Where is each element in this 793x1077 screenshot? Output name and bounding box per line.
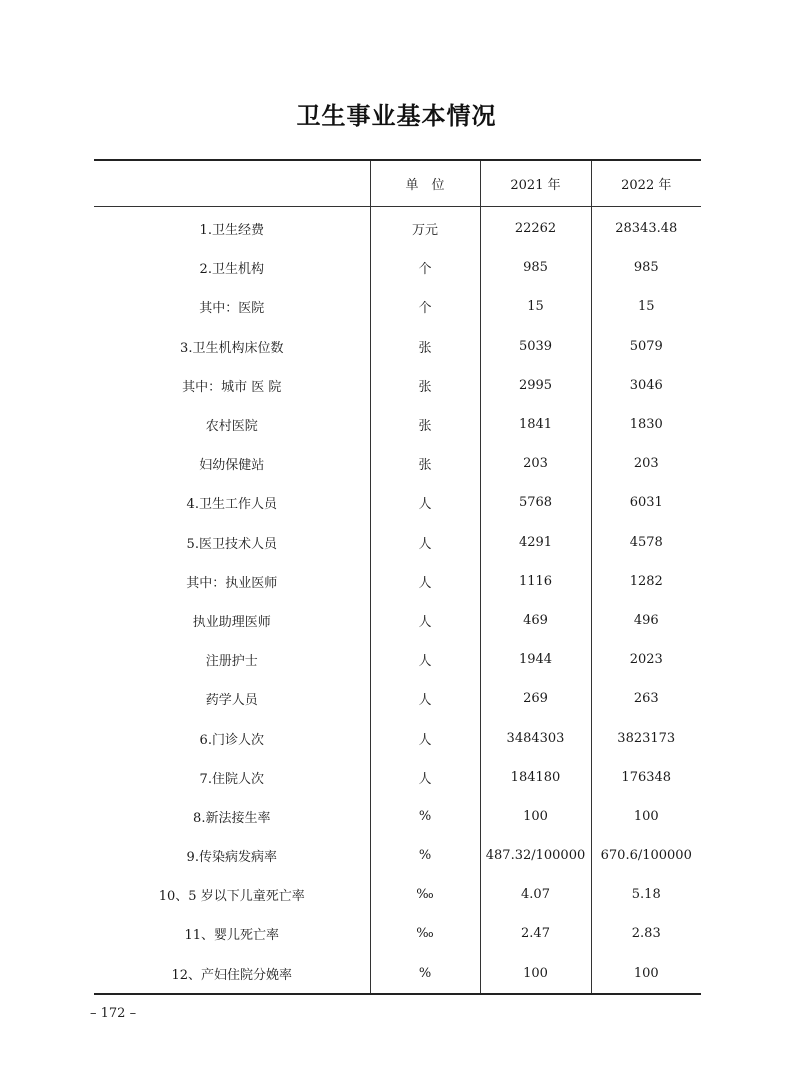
table-row [94,954,701,994]
table-row [94,248,701,287]
row-value-2021: 985 [480,248,591,287]
table-row [94,287,701,326]
table-row [94,366,701,405]
row-value-2022: 5.18 [591,875,701,914]
row-unit: 个 [370,248,480,287]
table-row [94,640,701,679]
row-value-2022: 203 [591,444,701,483]
table-header [94,160,701,207]
row-value-2022: 3046 [591,366,701,405]
row-value-2021: 5768 [480,483,591,522]
row-value-2022: 985 [591,248,701,287]
row-item-label: 妇幼保健站 [199,458,265,474]
row-value-2021: 22262 [480,207,591,249]
row-unit: 人 [370,679,480,718]
table-row [94,523,701,562]
row-unit: ‰ [370,875,480,914]
header-year-2022: 2022 年 [591,160,701,207]
row-value-2022: 4578 [591,523,701,562]
row-item-label: 农村医院 [205,419,258,435]
row-value-2022: 6031 [591,483,701,522]
row-unit: 张 [370,444,480,483]
row-item-label: 9.传染病发病率 [186,850,277,866]
row-unit: % [370,797,480,836]
row-item-label: 5.医卫技术人员 [186,536,277,552]
row-unit: 人 [370,718,480,757]
row-value-2022: 100 [591,954,701,994]
row-unit: 张 [370,405,480,444]
row-item-label: 8.新法接生率 [193,810,271,826]
row-item-label: 药学人员 [205,693,258,709]
header-item [94,160,370,207]
row-item-label: 其中：城市 医 院 [182,379,282,395]
page-number: – 172 – [90,1006,137,1021]
row-value-2021: 269 [480,679,591,718]
row-unit: % [370,954,480,994]
row-item-label: 7.住院人次 [199,771,264,787]
row-value-2021: 4.07 [480,875,591,914]
table-row [94,758,701,797]
row-item-label: 12、产妇住院分娩率 [171,967,293,983]
row-value-2022: 2023 [591,640,701,679]
row-item-label: 10、5 岁以下儿童死亡率 [158,889,305,905]
row-value-2022: 176348 [591,758,701,797]
table-row [94,327,701,366]
row-unit: % [370,836,480,875]
row-value-2021: 100 [480,797,591,836]
row-item-label: 其中：医院 [199,301,265,317]
row-value-2022: 5079 [591,327,701,366]
row-value-2021: 1116 [480,562,591,601]
header-year-2021: 2021 年 [480,160,591,207]
row-item-label: 11、婴儿死亡率 [184,928,280,944]
row-value-2021: 1944 [480,640,591,679]
row-value-2021: 203 [480,444,591,483]
table-row [94,836,701,875]
row-value-2022: 2.83 [591,914,701,953]
row-value-2022: 100 [591,797,701,836]
health-statistics-table [94,159,701,995]
row-item-label: 注册护士 [205,654,258,670]
row-unit: 万元 [370,207,480,249]
row-value-2021: 1841 [480,405,591,444]
row-value-2022: 1830 [591,405,701,444]
table-row [94,718,701,757]
table-row [94,679,701,718]
row-value-2021: 2.47 [480,914,591,953]
table-row [94,562,701,601]
row-item-label: 6.门诊人次 [199,732,264,748]
table-header-row [94,160,701,207]
row-value-2022: 496 [591,601,701,640]
row-value-2022: 28343.48 [591,207,701,249]
row-value-2021: 4291 [480,523,591,562]
row-unit: 个 [370,287,480,326]
row-value-2022: 1282 [591,562,701,601]
row-value-2022: 3823173 [591,718,701,757]
row-unit: 人 [370,640,480,679]
table-row [94,483,701,522]
row-value-2022: 15 [591,287,701,326]
row-unit: 人 [370,758,480,797]
row-value-2021: 5039 [480,327,591,366]
table-body [94,207,701,994]
row-item-label: 其中：执业医师 [186,575,278,591]
row-item-label: 1.卫生经费 [199,223,264,239]
table-row [94,444,701,483]
row-value-2021: 100 [480,954,591,994]
row-unit: 人 [370,562,480,601]
row-item-label: 3.卫生机构床位数 [180,340,284,356]
table-row [94,601,701,640]
row-item-label: 2.卫生机构 [199,262,264,278]
row-value-2021: 3484303 [480,718,591,757]
row-item-label: 执业助理医师 [192,614,271,630]
page-title: 卫生事业基本情况 [296,101,497,131]
row-unit: 人 [370,523,480,562]
table-row [94,797,701,836]
row-value-2021: 15 [480,287,591,326]
row-unit: ‰ [370,914,480,953]
row-unit: 张 [370,366,480,405]
row-value-2021: 184180 [480,758,591,797]
row-value-2022: 670.6/100000 [591,836,701,875]
row-unit: 人 [370,483,480,522]
header-unit: 单 位 [370,160,480,207]
table-row [94,914,701,953]
row-item-label: 4.卫生工作人员 [186,497,277,513]
row-value-2022: 263 [591,679,701,718]
row-value-2021: 2995 [480,366,591,405]
table-row [94,207,701,249]
row-unit: 人 [370,601,480,640]
table-row [94,875,701,914]
row-value-2021: 469 [480,601,591,640]
row-unit: 张 [370,327,480,366]
table-row [94,405,701,444]
row-value-2021: 487.32/100000 [480,836,591,875]
